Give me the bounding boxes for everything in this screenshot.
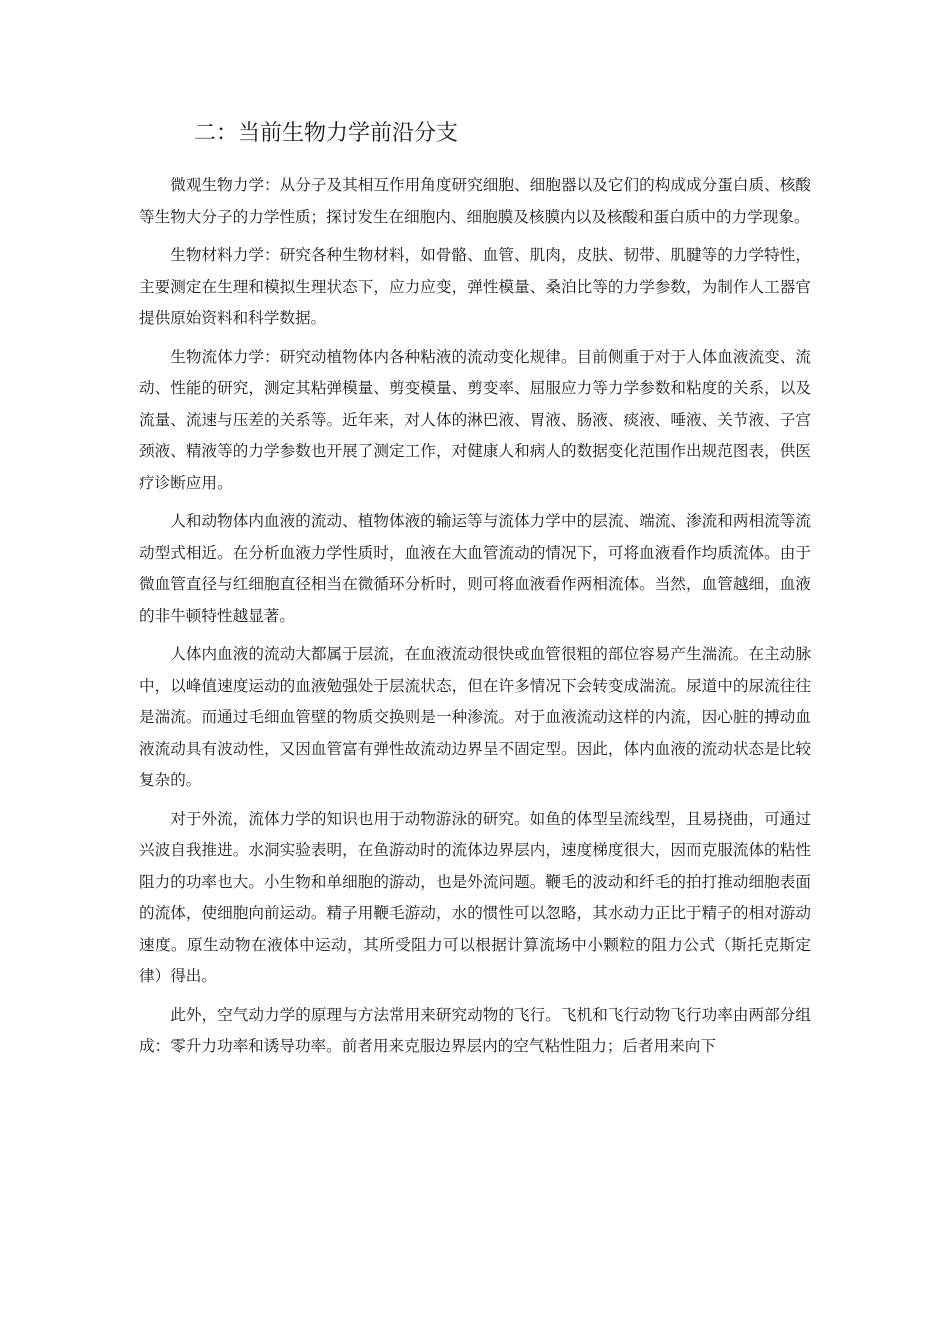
paragraph-biofluid-mechanics: 生物流体力学：研究动植物体内各种粘液的流动变化规律。目前侧重于对于人体血液流变、流动、性能的研究，测定其粘弹模量、剪变模量、剪变率、屈服应力等力学参数和粘度的关系，以及流量、流速与压差的关系等。近年来，对人体的淋巴液、胃液、肠液、痰液、唾液、关节液、子宫颈液、精液等的力学参数也开展了测定工作，对健康人和病人的数据变化范围作出规范图表，供医疗诊断应用。 [139, 347, 811, 492]
paragraph-aerodynamics: 此外，空气动力学的原理与方法常用来研究动物的飞行。飞机和飞行动物飞行功率由两部分组成：零升力功率和诱导功率。前者用来克服边界层内的空气粘性阻力；后者用来向下 [139, 1005, 811, 1055]
paragraph-micro-biomechanics: 微观生物力学：从分子及其相互作用角度研究细胞、细胞器以及它们的构成成分蛋白质、核酸等生物大分子的力学性质；探讨发生在细胞内、细胞膜及核膜内以及核酸和蛋白质中的力学现象。 [139, 176, 811, 226]
section-heading: 二：当前生物力学前沿分支 [194, 121, 459, 146]
paragraph-laminar-turbulent: 人体内血液的流动大都属于层流，在血液流动很快或血管很粗的部位容易产生湍流。在主动脉中，以峰值速度运动的血液勉强处于层流状态，但在许多情况下会转变成湍流。尿道中的尿流往往是湍流。而通过毛细血管壁的物质交换则是一种渗流。对于血液流动这样的内流，因心脏的搏动血液流动具有波动性，又因血管富有弹性故流动边界呈不固定型。因此，体内血液的流动状态是比较复杂的。 [139, 645, 811, 789]
paragraph-biomaterial-mechanics: 生物材料力学：研究各种生物材料，如骨骼、血管、肌肉，皮肤、韧带、肌腱等的力学特性，主要测定在生理和模拟生理状态下，应力应变，弹性模量、桑泊比等的力学参数，为制作人工器官提供原始资料和科学数据。 [139, 246, 811, 327]
paragraph-blood-flow-types: 人和动物体内血液的流动、植物体液的输运等与流体力学中的层流、端流、渗流和两相流等流动型式相近。在分析血液力学性质时，血液在大血管流动的情况下，可将血液看作均质流体。由于微血管直径与红细胞直径相当在微循环分析时，则可将血液看作两相流体。当然，血管越细，血液的非牛顿特性越显著。 [139, 512, 811, 625]
paragraph-external-flow: 对于外流，流体力学的知识也用于动物游泳的研究。如鱼的体型呈流线型，且易挠曲，可通过兴波自我推进。水洞实验表明，在鱼游动时的流体边界层内，速度梯度很大，因而克服流体的粘性阻力的功率也大。小生物和单细胞的游动，也是外流问题。鞭毛的波动和纤毛的拍打推动细胞表面的流体，使细胞向前运动。精子用鞭毛游动，水的惯性可以忽略，其水动力正比于精子的相对游动速度。原生动物在液体中运动，其所受阻力可以根据计算流场中小颗粒的阻力公式（斯托克斯定律）得出。 [139, 809, 811, 985]
body-text [139, 170, 811, 1070]
